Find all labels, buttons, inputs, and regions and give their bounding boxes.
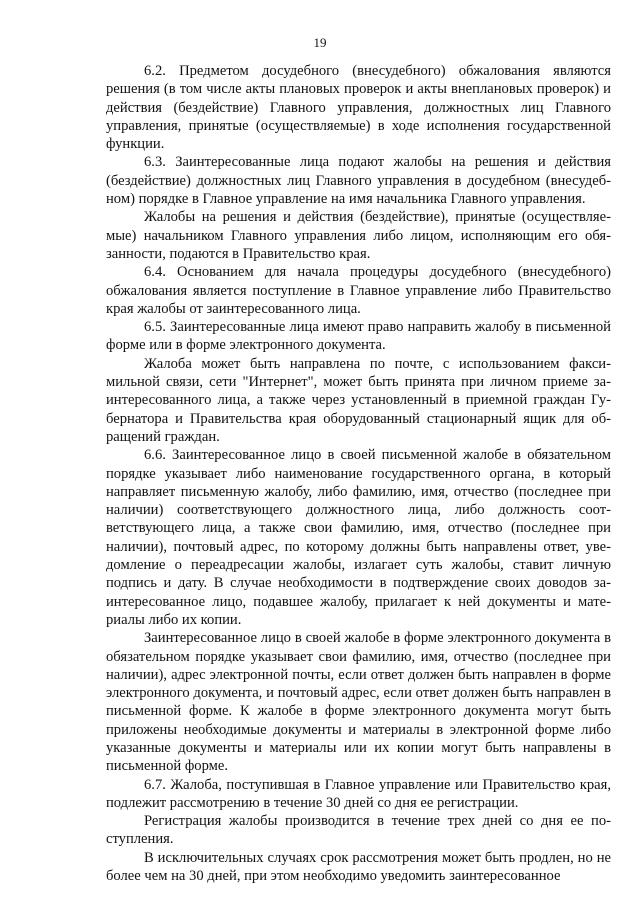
paragraph-6-5-submission-methods: Жалоба может быть направлена по почте, с использованием факсимильной связи, сети "Интернет", может быть принята при личном приеме заинтересованного лица, а также через установленный в приемной граждан Губернатора и Правительства края оборудованный стационарный ящик для обращений граждан. (106, 355, 611, 445)
paragraph-6-7: 6.7. Жалоба, поступившая в Главное управление или Правительство края, подлежит рассмотрению в течение 30 дней со дня ее регистрации. (106, 776, 611, 811)
paragraph-6-7-extension: В исключительных случаях срок рассмотрения может быть продлен, но не более чем на 30 дней, при этом необходимо уведомить заинтересованное (106, 849, 611, 885)
paragraph-6-7-registration: Регистрация жалобы производится в течение трех дней со дня ее поступления. (106, 813, 611, 848)
document-body (106, 62, 611, 885)
paragraph-6-6-electronic-complaint: Заинтересованное лицо в своей жалобе в форме электронного документа в обязательном порядке указывает свои фамилию, имя, отчество (последнее при наличии), адрес электронной почты, если ответ должен быть направлен в форме электронного документа, и почтовый адрес, если ответ должен быть направлен в письменной форме. К жалобе в форме электронного документа могут быть приложены необходимые документы и материалы в электронной форме либо указанные документы и материалы или их копии могут быть направлены в письменной форме. (106, 630, 611, 775)
paragraph-6-4: 6.4. Основанием для начала процедуры досудебного (внесудебного) обжалования является поступление в Главное управление либо Правительство края жалобы от заинтересованного лица. (106, 264, 611, 317)
paragraph-6-3: 6.3. Заинтересованные лица подают жалобы на решения и действия (бездействие) должностных лиц Главного управления в досудебном (внесудебном) порядке в Главное управление на имя начальника Главного управления. (106, 154, 611, 208)
paragraph-6-6: 6.6. Заинтересованное лицо в своей письменной жалобе в обязательном порядке указывает либо наименование государственного органа, в который направляет письменную жалобу, либо фамилию, имя, отчество (последнее при наличии) соответствующего должностного лица, либо должность соответствующего лица, а также свои фамилию, имя, отчество (последнее при наличии), почтовый адрес, по которому должны быть направлены ответ, уведомление о переадресации жалобы, излагает суть жалобы, ставит личную подпись и дату. В случае необходимости в подтверждение своих доводов заинтересованное лицо, подавшее жалобу, прилагает к ней документы и материалы либо их копии. (106, 447, 611, 628)
paragraph-6-2: 6.2. Предметом досудебного (внесудебного) обжалования являются решения (в том числе акты плановых проверок и акты внеплановых проверок) и действия (бездействие) Главного управления, должностных лиц Главного управления, принятые (осуществляемые) в ходе исполнения государственной функции. (106, 63, 611, 153)
page-number: 19 (313, 35, 327, 50)
paragraph-6-5: 6.5. Заинтересованные лица имеют право направить жалобу в письменной форме или в форме электронного документа. (106, 319, 611, 354)
paragraph-6-3-complaints-to-government: Жалобы на решения и действия (бездействие), принятые (осуществляемые) начальником Главного управления либо лицом, исполняющим его обязанности, подаются в Правительство края. (106, 209, 611, 262)
